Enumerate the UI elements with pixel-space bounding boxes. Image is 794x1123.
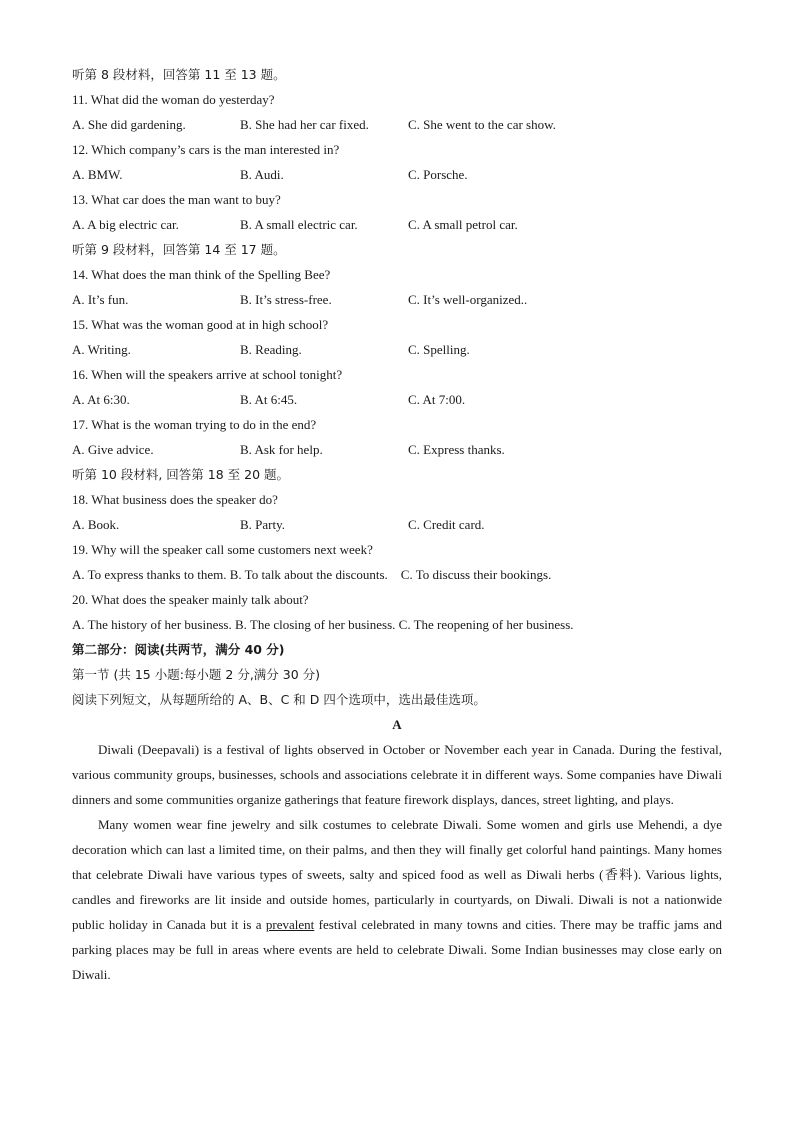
option-b: B. At 6:45. bbox=[240, 392, 298, 407]
paragraph-2-text-b: festival celebrated in many towns and cities. There may be traffic jams and parking places may be full in areas where events are held to celebrate Diwali. Some Indian businesses may close early on Diwali. bbox=[72, 917, 722, 982]
section-one-subtitle: 第一节 (共 15 小题:每小题 2 分,满分 30 分) bbox=[72, 667, 321, 682]
question-17: 17. What is the woman trying to do in the end? bbox=[72, 417, 317, 432]
option-c: C. At 7:00. bbox=[408, 392, 466, 407]
reading-instruction: 阅读下列短文，从每题所给的 A、B、C 和 D 四个选项中，选出最佳选项。 bbox=[72, 692, 486, 707]
options-16 bbox=[72, 387, 722, 412]
option-a: A. A big electric car. bbox=[72, 217, 179, 232]
option-c: C. Express thanks. bbox=[408, 442, 505, 457]
question-15: 15. What was the woman good at in high school? bbox=[72, 317, 329, 332]
option-c: C. Credit card. bbox=[408, 517, 485, 532]
options-11 bbox=[72, 112, 722, 137]
question-20: 20. What does the speaker mainly talk about? bbox=[72, 592, 309, 607]
option-a: A. She did gardening. bbox=[72, 117, 186, 132]
option-c: C. Porsche. bbox=[408, 167, 468, 182]
option-b: B. Audi. bbox=[240, 167, 284, 182]
question-12: 12. Which company’s cars is the man interested in? bbox=[72, 142, 340, 157]
passage-paragraph-1: Diwali (Deepavali) is a festival of lights observed in October or November each year in Canada. During the festival, various community groups, businesses, schools and associations celebrate it in different ways. Some companies have Diwali dinners and some communities organize gatherings that feature firework displays, dances, street lighting, and plays. bbox=[72, 742, 722, 807]
option-c: C. Spelling. bbox=[408, 342, 470, 357]
options-18 bbox=[72, 512, 722, 537]
question-16: 16. When will the speakers arrive at school tonight? bbox=[72, 367, 343, 382]
option-a: A. Book. bbox=[72, 517, 120, 532]
section-instruction-8: 听第 8 段材料，回答第 11 至 13 题。 bbox=[72, 67, 286, 82]
document-page bbox=[72, 62, 722, 987]
option-b: B. It’s stress-free. bbox=[240, 292, 332, 307]
option-c: C. A small petrol car. bbox=[408, 217, 518, 232]
options-12 bbox=[72, 162, 722, 187]
option-b: B. Party. bbox=[240, 517, 286, 532]
option-a: A. Give advice. bbox=[72, 442, 154, 457]
paragraph-2-text-a: Many women wear fine jewelry and silk costumes to celebrate Diwali. Some women and girls use Mehendi, a dye decoration which can last a limited time, on their palms, and then they will finally get colorful hand paintings. Many homes that celebrate Diwali have various types of sweets, salty and spiced food as well as Diwali herbs (香料). Various lights, candles and fireworks are lit inside and outside homes, particularly in courtyards, on Diwali. Diwali is not a nationwide public holiday in Canada but it is a bbox=[72, 817, 722, 932]
options-17 bbox=[72, 437, 722, 462]
passage-paragraph-2 bbox=[72, 812, 722, 987]
option-b: B. Ask for help. bbox=[240, 442, 323, 457]
options-19: A. To express thanks to them. B. To talk about the discounts. C. To discuss their bookings. bbox=[72, 567, 552, 582]
option-a: A. At 6:30. bbox=[72, 392, 130, 407]
question-18: 18. What business does the speaker do? bbox=[72, 492, 278, 507]
options-13 bbox=[72, 212, 722, 237]
question-14: 14. What does the man think of the Spelling Bee? bbox=[72, 267, 331, 282]
question-13: 13. What car does the man want to buy? bbox=[72, 192, 281, 207]
option-a: A. BMW. bbox=[72, 167, 123, 182]
question-19: 19. Why will the speaker call some customers next week? bbox=[72, 542, 373, 557]
option-b: B. She had her car fixed. bbox=[240, 117, 369, 132]
section-instruction-9: 听第 9 段材料，回答第 14 至 17 题。 bbox=[72, 242, 286, 257]
option-b: B. Reading. bbox=[240, 342, 302, 357]
question-11: 11. What did the woman do yesterday? bbox=[72, 92, 275, 107]
option-c: C. It’s well-organized.. bbox=[408, 292, 528, 307]
option-a: A. Writing. bbox=[72, 342, 131, 357]
part-two-title: 第二部分：阅读(共两节，满分 40 分) bbox=[72, 642, 285, 657]
passage-label: A bbox=[392, 717, 402, 732]
underlined-word: prevalent bbox=[265, 917, 315, 932]
options-20: A. The history of her business. B. The closing of her business. C. The reopening of her business. bbox=[72, 617, 574, 632]
option-c: C. She went to the car show. bbox=[408, 117, 556, 132]
options-15 bbox=[72, 337, 722, 362]
section-instruction-10: 听第 10 段材料, 回答第 18 至 20 题。 bbox=[72, 467, 290, 482]
option-b: B. A small electric car. bbox=[240, 217, 358, 232]
options-14 bbox=[72, 287, 722, 312]
option-a: A. It’s fun. bbox=[72, 292, 129, 307]
